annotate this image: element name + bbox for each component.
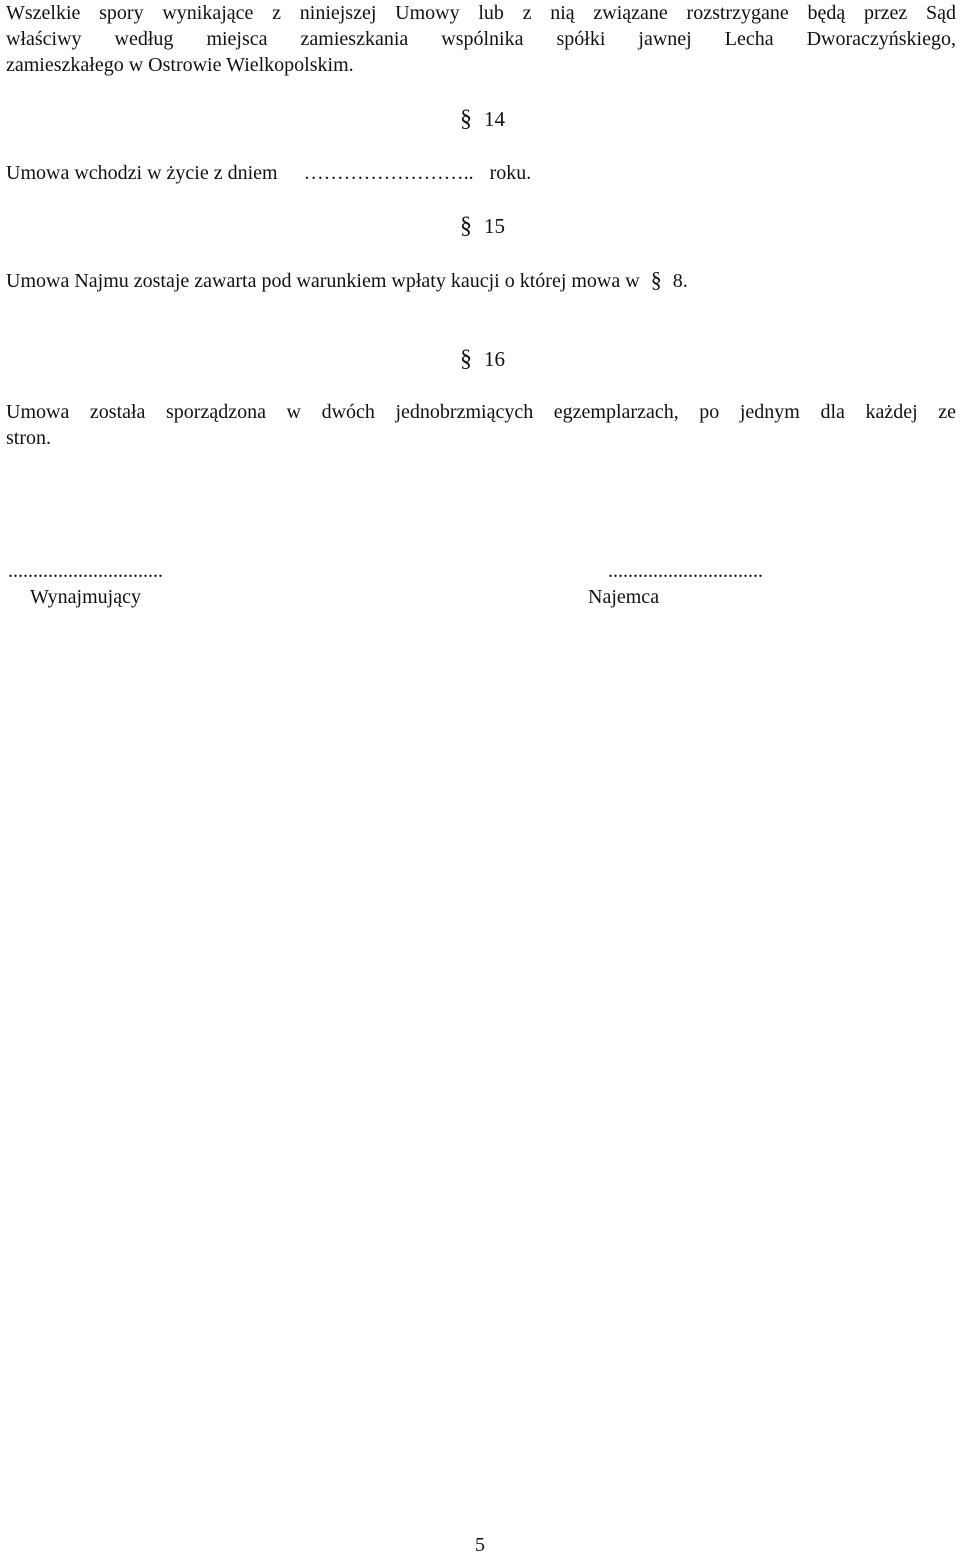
signature-line: ............................... xyxy=(8,560,163,582)
clause-13-line-1: Wszelkie spory wynikające z niniejszej Umowy lub z nią związane rozstrzygane będą przez Sąd xyxy=(6,2,956,24)
section-14-text xyxy=(6,160,531,186)
tenant-signature xyxy=(582,558,862,610)
section-14-text-before: Umowa wchodzi w życie z dniem xyxy=(6,162,278,184)
reference-number: 8. xyxy=(672,270,688,292)
section-sign: § xyxy=(460,213,472,239)
signature-line: ............................... xyxy=(608,560,763,582)
section-16-heading xyxy=(460,346,505,372)
page-number: 5 xyxy=(475,1534,485,1556)
section-sign: § xyxy=(460,106,472,132)
clause-13-line-2: właściwy według miejsca zamieszkania wspólnika spółki jawnej Lecha Dworaczyńskiego, xyxy=(6,28,956,50)
section-14-text-after: roku. xyxy=(489,162,532,184)
clause-13-line-3: zamieszkałego w Ostrowie Wielkopolskim. xyxy=(6,54,354,76)
landlord-signature xyxy=(8,558,228,610)
section-15-body: Umowa Najmu zostaje zawarta pod warunkiem wpłaty kaucji o której mowa w xyxy=(6,270,640,292)
section-number: 16 xyxy=(484,347,505,371)
date-blank: …………………….. xyxy=(303,162,474,184)
section-16-line-2: stron. xyxy=(6,427,51,449)
section-15-text xyxy=(6,267,688,294)
tenant-label: Najemca xyxy=(588,586,660,608)
section-16-line-1: Umowa została sporządzona w dwóch jednobrzmiących egzemplarzach, po jednym dla każdej ze xyxy=(6,401,956,423)
section-sign: § xyxy=(460,346,472,372)
section-15-heading xyxy=(460,213,505,239)
section-number: 15 xyxy=(484,214,505,238)
section-number: 14 xyxy=(484,107,505,131)
landlord-label: Wynajmujący xyxy=(30,586,141,608)
reference-sign: § xyxy=(650,267,662,292)
section-14-heading xyxy=(460,106,505,132)
